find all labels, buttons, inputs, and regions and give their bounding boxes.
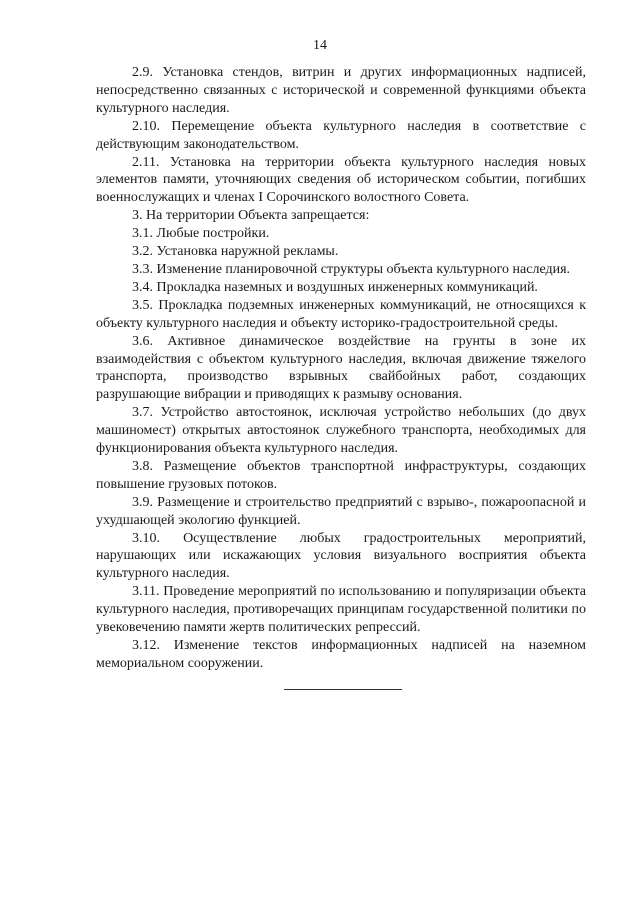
paragraph-2-11: 2.11. Установка на территории объекта культурного наследия новых элементов памяти, уточняющих сведения об историческом событии, погибших военнослужащих и членах I Сорочинского волостного Совета. (96, 154, 586, 206)
paragraph-3-heading: 3. На территории Объекта запрещается: (132, 208, 370, 224)
paragraph-2-9: 2.9. Установка стендов, витрин и других информационных надписей, непосредственно связанных с исторической и современной функциями объекта культурного наследия. (96, 65, 586, 116)
paragraph-3-8: 3.8. Размещение объектов транспортной инфраструктуры, создающих повышение грузовых потоков. (96, 458, 586, 492)
paragraph-3-4: 3.4. Прокладка наземных и воздушных инженерных коммуникаций. (132, 279, 538, 295)
paragraph-3-11: 3.11. Проведение мероприятий по использованию и популяризации объекта культурного наследия, противоречащих принципам государственной политики по увековечению памяти жертв политических репрессий. (96, 584, 586, 636)
paragraph-3-10: 3.10. Осуществление любых градостроительных мероприятий, нарушающих или искажающих условия визуального восприятия объекта культурного наследия. (96, 530, 586, 582)
paragraph-3-9: 3.9. Размещение и строительство предприятий с взрыво-, пожароопасной и ухудшающей экологию функцией. (96, 494, 586, 528)
paragraph-3-2: 3.2. Установка наружной рекламы. (132, 244, 339, 260)
paragraph-3-1: 3.1. Любые постройки. (132, 226, 270, 242)
paragraph-3-7: 3.7. Устройство автостоянок, исключая устройство небольших (до двух машиномест) открытых автостоянок служебного транспорта, необходимых для функционирования объекта культурного наследия. (96, 405, 586, 457)
paragraph-3-3: 3.3. Изменение планировочной структуры объекта культурного наследия. (132, 261, 571, 277)
paragraph-3-12: 3.12. Изменение текстов информационных надписей на наземном мемориальном сооружении. (96, 638, 586, 671)
paragraph-2-10: 2.10. Перемещение объекта культурного наследия в соответствие с действующим законодательством. (96, 118, 586, 152)
document-body (96, 64, 586, 673)
end-divider-line (284, 689, 402, 690)
paragraph-3-6: 3.6. Активное динамическое воздействие на грунты в зоне их взаимодействия с объектом культурного наследия, включая движение тяжелого транспорта, производство взрывных свайбойных работ, создающих разрушающие вибрации и приводящих к размыву основания. (96, 333, 586, 403)
paragraph-3-5: 3.5. Прокладка подземных инженерных коммуникаций, не относящихся к объекту культурного наследия и объекту историко-градостроительной среды. (96, 297, 586, 331)
page-number: 14 (313, 38, 327, 53)
